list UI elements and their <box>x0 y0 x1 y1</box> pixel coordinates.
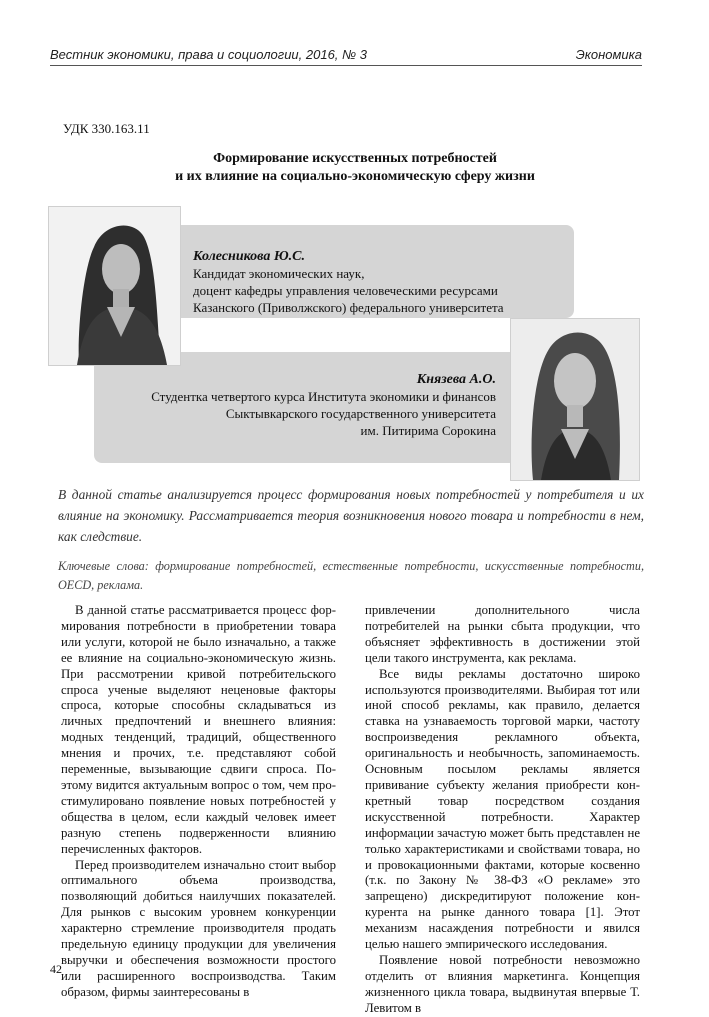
abstract: В данной статье анализируется процесс формирования новых потребностей у потребителя и их влияние на экономику. Рассматривается теория возникновения нового товара и потребности в нем, как следствие. <box>58 487 644 544</box>
keywords: Ключевые слова: формирование потребностей, естественные потребности, искусственные потребности, OECD, реклама. <box>58 559 644 592</box>
author2-name: Князева А.О. <box>416 372 496 387</box>
author2-info <box>151 371 496 439</box>
author2-affiliation: Сыктывкарского государственного университета <box>225 406 496 421</box>
udk-code: УДК 330.163.11 <box>63 121 150 136</box>
author1-degree: Кандидат экономических наук, <box>193 266 365 281</box>
author2-affiliation-name: им. Питирима Сорокина <box>360 423 496 438</box>
author2-photo <box>510 318 640 481</box>
body-column-right <box>365 603 640 1017</box>
running-header <box>50 47 642 66</box>
author1-position: доцент кафедры управления человеческими ресурсами <box>193 283 498 298</box>
paragraph: привлечении дополнительного числа потребителей на рынки сбыта продукции, что объясняет эффективность в достижении этой цели такого инструмента, как реклама. <box>365 603 640 665</box>
body-column-left <box>61 603 336 1001</box>
section-name: Экономика <box>575 47 642 62</box>
paragraph: Появление новой потребности невозможно отделить от влияния маркетинга. Концепция жизненного цикла товара, выдвинутая впервые Т. Левитом в <box>365 952 640 1015</box>
author1-photo <box>48 206 181 366</box>
author1-name: Колесникова Ю.С. <box>193 249 305 264</box>
article-title-line-1: Формирование искусственных потребностей <box>213 151 497 166</box>
author1-portrait-icon <box>49 207 180 365</box>
author1-affiliation: Казанского (Приволжского) федерального университета <box>193 300 504 315</box>
author2-status: Студентка четвертого курса Института экономики и финансов <box>151 389 496 404</box>
paragraph: Все виды рекламы достаточно широко используются производителями. Выбирая тот или иной способ рекламы, как правило, делается ставка на узнаваемость торговой марки, частоту воспроизведения рекламного объекта, оригинальность и необычность, запоминаемость. Основным посылом рекламы является прививание субъекту желания приобрести конкретный товар посредством создания искусственной потребности. Характер информации зачастую может быть представлен не только характеристиками и свойствами товара, но и провокационными фактами, которые косвенно (т.к. по Закону № 38-ФЗ «О рекламе» это запрещено) дискредитируют положение конкурента на рынке данного товара [1]. Этот механизм насаждения потребности и явился целью нашего эмпирического исследования. <box>365 666 640 952</box>
paragraph: Перед производителем изначально стоит выбор оптимального объема производства, позволяющий добиться наилучших показателей. Для рынков с высоким уровнем конкуренции характерно стремление производителя продать предельную единицу продукции для увеличения выручки и обеспечения возможности простого или расширенного воспроизводства. Таким образом, фирмы заинтересованы в <box>61 857 336 999</box>
article-title <box>60 150 650 186</box>
author1-info <box>193 248 504 316</box>
journal-title: Вестник экономики, права и социологии, 2016, № 3 <box>50 47 367 62</box>
author2-portrait-icon <box>511 319 639 480</box>
article-title-line-2: и их влияние на социально-экономическую сферу жизни <box>175 169 535 184</box>
paragraph: В данной статье рассматривается процесс формирования потребности в приобретении товара или услуги, которой не было изначально, а также ее влияние на социально-экономическую жизнь. При рассмотрении кривой потребительского спроса ученые выделяют неценовые факторы спроса, которые способны складываться из личных предпочтений и внешнего влияния: модных тенденций, традиций, общественного мнения и прочих, т.е. представляют собой переменные, вызывающие сдвиги спроса. Поэтому видится актуальным вопрос о том, чем простимулировано появление новых потребностей у общества в целом, если каждый человек имеет разную степень подверженности влиянию перечисленных факторов. <box>61 603 336 856</box>
page-number: 42 <box>50 962 62 976</box>
